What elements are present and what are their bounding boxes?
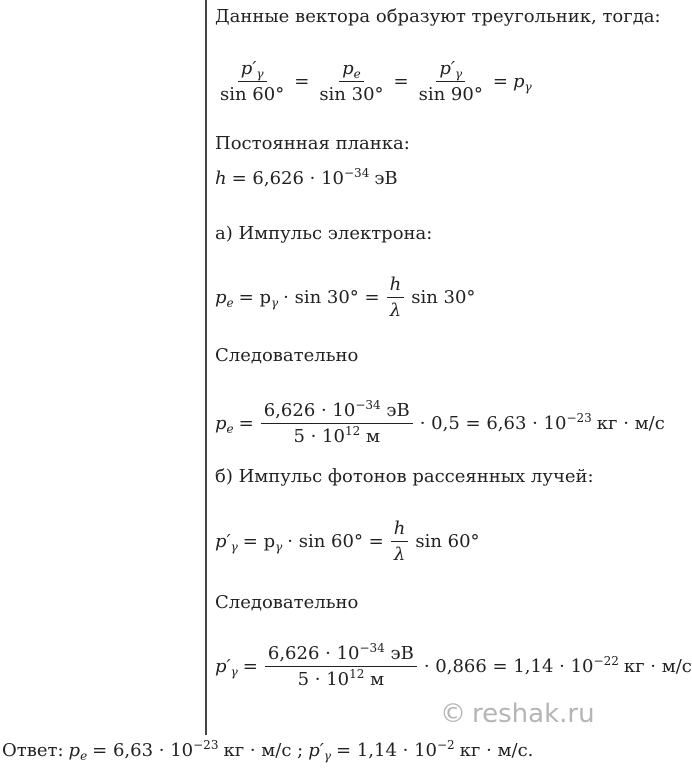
part-a-heading: а) Импульс электрона: (215, 223, 433, 244)
therefore-1: Следовательно (215, 345, 359, 366)
math-fragment (391, 518, 409, 565)
math-fragment: −34 (355, 398, 381, 412)
math-fragment: кг · м/с (623, 656, 692, 677)
math-fragment: · 0,866 = 1,14 · 10 (423, 656, 594, 677)
math-fragment: −23 (193, 738, 219, 752)
part-b-heading: б) Импульс фотонов рассеянных лучей: (215, 466, 594, 487)
math-fragment: h (215, 168, 227, 189)
math-fragment: e (353, 67, 361, 81)
math-fragment (238, 58, 267, 82)
math-fragment (232, 168, 370, 189)
equation-pe-value (215, 400, 665, 447)
math-fragment: h (387, 274, 405, 298)
math-fragment: = 1,14 · 10 (336, 740, 437, 761)
math-fragment (513, 71, 532, 92)
math-fragment (215, 656, 238, 677)
math-fragment: = 6,63 · 10 (92, 740, 194, 761)
math-fragment: м (365, 426, 380, 447)
math-fragment: = p (238, 287, 271, 308)
watermark-group (440, 697, 595, 731)
math-fragment: p (215, 413, 227, 434)
math-fragment: γ (230, 665, 238, 679)
math-fragment (239, 287, 279, 308)
math-fragment (290, 424, 383, 447)
math-fragment: λ (389, 300, 402, 321)
math-fragment: γ (524, 80, 532, 94)
math-fragment (387, 274, 405, 321)
planck-label: Постоянная планка: (215, 133, 410, 154)
math-fragment: −23 (566, 411, 592, 425)
math-fragment: 6,626 · 10 (267, 643, 360, 664)
math-fragment (261, 400, 413, 424)
math-fragment (424, 656, 619, 677)
math-fragment: эВ (374, 168, 398, 189)
math-fragment (215, 413, 234, 434)
math-fragment: = (294, 71, 310, 92)
equation-pg-value (215, 643, 692, 690)
math-fragment: p (512, 71, 525, 92)
math-fragment (420, 413, 592, 434)
math-fragment: γ (270, 296, 279, 310)
math-fragment (261, 400, 413, 447)
math-fragment: = (492, 71, 508, 92)
math-fragment: γ (323, 749, 332, 763)
math-fragment: γ (454, 67, 463, 81)
math-fragment (295, 667, 388, 690)
math-fragment: p (342, 58, 354, 79)
math-fragment: h (391, 518, 409, 542)
math-fragment: −34 (359, 641, 385, 655)
math-fragment: 12 (344, 424, 361, 438)
math-fragment: p′ (215, 656, 231, 677)
math-fragment: −2 (436, 738, 455, 752)
answer-line (2, 740, 533, 761)
math-fragment: γ (275, 540, 283, 554)
math-fragment: · 0,5 = 6,63 · 10 (419, 413, 567, 434)
therefore-2: Следовательно (215, 592, 359, 613)
fraction (316, 58, 386, 105)
math-fragment (339, 58, 364, 82)
math-fragment: sin 30° (319, 84, 384, 105)
math-fragment: = 6,626 · 10 (231, 168, 344, 189)
math-fragment: sin 60° (415, 531, 480, 552)
math-fragment: = (238, 413, 254, 434)
math-fragment: · sin 60° = (287, 531, 384, 552)
equation-pe (215, 274, 475, 321)
math-fragment: e (226, 296, 234, 310)
math-fragment: λ (393, 544, 406, 565)
math-fragment (308, 740, 331, 761)
math-fragment (69, 740, 88, 761)
math-fragment: кг · м/с ; (223, 740, 304, 761)
math-fragment (92, 740, 218, 761)
fraction (217, 58, 287, 105)
math-fragment: м (370, 669, 385, 690)
math-fragment: 5 · 10 (297, 669, 350, 690)
math-fragment: = (393, 71, 409, 92)
math-fragment: −22 (593, 654, 619, 668)
math-fragment: p′ (308, 740, 324, 761)
math-fragment: = p (242, 531, 276, 552)
math-fragment (243, 531, 283, 552)
equation-pg (215, 518, 480, 565)
math-fragment: p′ (439, 58, 455, 79)
math-fragment: −34 (344, 166, 370, 180)
equation-ratio (215, 58, 532, 105)
math-fragment (336, 740, 455, 761)
math-fragment: γ (230, 540, 238, 554)
planck-value (215, 168, 398, 189)
math-fragment: sin 60° (220, 84, 285, 105)
intro-text: Данные вектора образуют треугольник, тогда: (215, 6, 661, 27)
math-fragment (436, 58, 465, 82)
math-fragment: sin 90° (418, 84, 483, 105)
math-fragment (215, 531, 238, 552)
math-fragment: эВ (386, 400, 410, 421)
math-fragment: e (226, 422, 234, 436)
math-fragment: Ответ: (2, 740, 64, 761)
copyright-icon: © (440, 699, 466, 729)
math-fragment: p′ (240, 58, 257, 79)
math-fragment: e (80, 749, 88, 763)
math-fragment: p (215, 287, 227, 308)
math-fragment: 12 (349, 667, 365, 681)
math-fragment: кг · м/с (596, 413, 665, 434)
math-fragment: p′ (215, 531, 231, 552)
math-fragment: sin 30° (411, 287, 476, 308)
math-fragment: γ (256, 67, 264, 81)
math-fragment: эВ (390, 643, 414, 664)
math-fragment: = (242, 656, 258, 677)
math-fragment: 6,626 · 10 (263, 400, 356, 421)
math-fragment: p (68, 740, 81, 761)
math-fragment: кг · м/с. (459, 740, 534, 761)
math-fragment (265, 643, 417, 667)
margin-line (205, 0, 207, 735)
math-fragment: · sin 30° = (283, 287, 380, 308)
math-fragment (215, 287, 234, 308)
watermark: reshak.ru (472, 699, 595, 729)
math-fragment: 5 · 10 (293, 426, 345, 447)
fraction (416, 58, 486, 105)
math-fragment (265, 643, 417, 690)
